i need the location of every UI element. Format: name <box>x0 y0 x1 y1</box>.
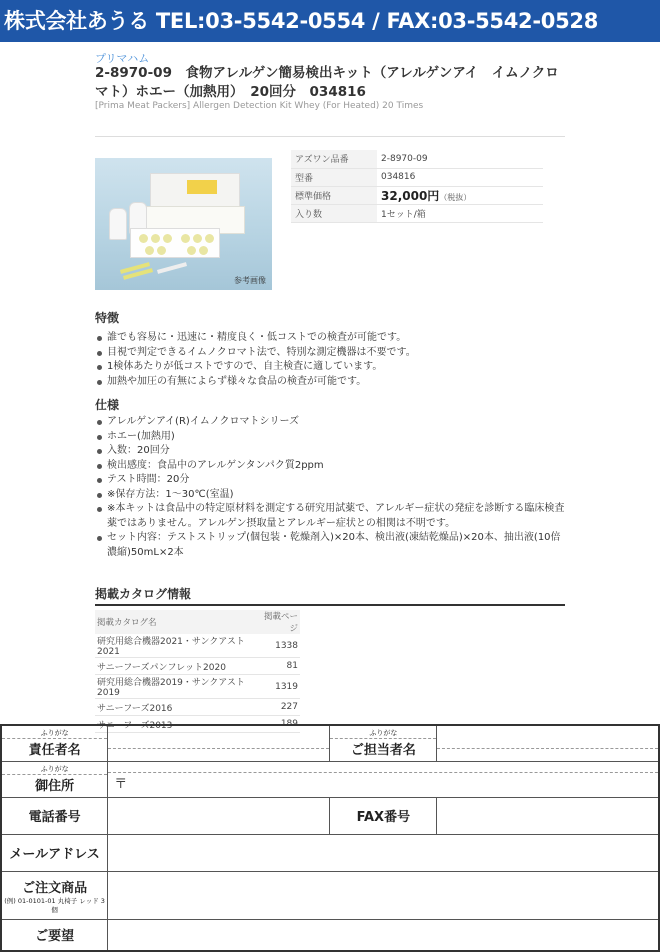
product-photo <box>95 158 272 290</box>
catalog-page: 1319 <box>256 675 300 699</box>
request-label: ご要望 <box>1 919 108 951</box>
fax-label: FAX番号 <box>330 797 437 834</box>
form-row-request <box>1 919 659 951</box>
spec-row <box>291 168 543 186</box>
list-item: アレルゲンアイ(R)イムノクロマトシリーズ <box>95 415 565 430</box>
col-catalog-name: 掲載カタログ名 <box>95 610 256 634</box>
phone-label: 電話番号 <box>1 797 108 834</box>
order-form <box>0 724 660 952</box>
price-value: 32,000円 <box>381 188 440 203</box>
form-row-phone <box>1 797 659 834</box>
tube <box>139 234 148 243</box>
specs-list <box>95 415 565 560</box>
catalog-header-row <box>95 610 300 634</box>
photo-note: 参考画像 <box>234 276 266 285</box>
maker-link[interactable]: プリマハム <box>95 52 150 65</box>
address-furigana-field[interactable] <box>108 762 658 773</box>
order-label-cell <box>1 871 108 919</box>
specs-heading: 仕様 <box>95 398 120 412</box>
list-item: ※保存方法：1～30℃(室温) <box>95 488 565 503</box>
contact-field[interactable] <box>437 725 659 761</box>
table-row <box>95 658 300 675</box>
email-label: メールアドレス <box>1 834 108 871</box>
catalog-name: サニーフーズパンフレット2020 <box>95 658 256 675</box>
table-row <box>95 699 300 716</box>
spec-row <box>291 204 543 222</box>
tube <box>187 246 196 255</box>
furigana-label: ふりがな <box>330 728 436 739</box>
form-row-order <box>1 871 659 919</box>
catalog-name: サニーフーズ2016 <box>95 699 256 716</box>
col-catalog-page: 掲載ページ <box>256 610 300 634</box>
catalog-name: 研究用総合機器2019・サンクアスト2019 <box>95 675 256 699</box>
spec-key: 標準価格 <box>291 186 377 204</box>
spec-value: 1セット/箱 <box>377 204 543 222</box>
form-row-email <box>1 834 659 871</box>
name-furigana-field[interactable] <box>108 738 329 749</box>
tube <box>145 246 154 255</box>
product-subtitle: [Prima Meat Packers] Allergen Detection Kit Whey (For Heated) 20 Times <box>95 101 424 111</box>
form-row-name <box>1 725 659 761</box>
test-strip <box>157 262 187 274</box>
contact-furigana-field[interactable] <box>437 738 658 749</box>
features-list <box>95 331 565 389</box>
list-item: 目視で判定できるイムノクロマト法で、特別な測定機器は不要です。 <box>95 346 565 361</box>
catalog-name: サニーフーズ2013 <box>95 716 256 733</box>
address-label: 御住所 <box>35 779 75 794</box>
tax-note: （税抜） <box>439 192 472 202</box>
catalog-rule <box>95 604 565 606</box>
list-item: 誰でも容易に・迅速に・精度良く・低コストでの検査が可能です。 <box>95 331 565 346</box>
catalog-heading: 掲載カタログ情報 <box>95 587 192 601</box>
name-label-cell <box>1 725 108 761</box>
postal-mark: 〒 <box>114 776 128 792</box>
price-cell <box>377 186 543 204</box>
spec-value: 034816 <box>377 168 543 186</box>
contact-label-cell <box>330 725 437 761</box>
list-item: 入数：20回分 <box>95 444 565 459</box>
tube <box>205 234 214 243</box>
list-item: テスト時間：20分 <box>95 473 565 488</box>
spec-row <box>291 150 543 168</box>
list-item: 検出感度：食品中のアレルゲンタンパク質2ppm <box>95 459 565 474</box>
fax-field[interactable] <box>437 797 659 834</box>
catalog-page: 189 <box>256 716 300 733</box>
address-field[interactable] <box>108 761 659 797</box>
address-label-cell <box>1 761 108 797</box>
spec-key: 型番 <box>291 168 377 186</box>
phone-field[interactable] <box>108 797 330 834</box>
name-label: 責任者名 <box>28 743 81 759</box>
tube <box>199 246 208 255</box>
request-field[interactable] <box>108 919 659 951</box>
table-row <box>95 675 300 699</box>
catalog-page: 227 <box>256 699 300 716</box>
tube <box>151 234 160 243</box>
product-title: 2-8970-09 食物アレルゲン簡易検出キット（アレルゲンアイ イムノクロマト）ホエー（加熱用） 20回分 034816 <box>95 65 559 100</box>
tube <box>157 246 166 255</box>
tube <box>181 234 190 243</box>
order-label: ご注文商品 <box>22 880 88 896</box>
spec-row <box>291 186 543 204</box>
tube <box>163 234 172 243</box>
table-row <box>95 634 300 658</box>
catalog-table <box>95 610 300 733</box>
list-item: 加熱や加圧の有無によらず様々な食品の検査が可能です。 <box>95 375 565 390</box>
catalog-name: 研究用総合機器2021・サンクアスト2021 <box>95 634 256 658</box>
list-item: ホエー(加熱用) <box>95 430 565 445</box>
divider <box>95 136 565 137</box>
order-example: (例) 01-0101-01 丸椅子 レッド 3個 <box>4 896 105 914</box>
contact-label: ご担当者名 <box>350 743 416 759</box>
tube <box>193 234 202 243</box>
spec-table <box>291 150 543 223</box>
spec-value: 2-8970-09 <box>377 150 543 168</box>
list-item: ※本キットは食品中の特定原材料を測定する研究用試薬で、アレルギー症状の発症を診断する臨床検査薬ではありません。アレルゲン摂取量とアレルギー症状との相関は不明です。 <box>95 502 565 531</box>
list-item: セット内容：テストストリップ(個包装・乾燥剤入)×20本、検出液(凍結乾燥品)×20本、抽出液(10倍濃縮)50mL×2本 <box>95 531 565 560</box>
contact-banner: 株式会社あうる TEL:03-5542-0554 / FAX:03-5542-0528 <box>0 0 660 42</box>
furigana-label: ふりがな <box>2 764 107 775</box>
spec-key: 入り数 <box>291 204 377 222</box>
features-heading: 特徴 <box>95 311 120 325</box>
furigana-label: ふりがな <box>2 728 107 739</box>
catalog-page: 81 <box>256 658 300 675</box>
spec-key: アズワン品番 <box>291 150 377 168</box>
form-row-address <box>1 761 659 797</box>
list-item: 1検体あたりが低コストですので、自主検査に適しています。 <box>95 360 565 375</box>
kit-label <box>187 180 217 194</box>
bottle <box>109 208 127 240</box>
order-field[interactable] <box>108 871 659 919</box>
catalog-page: 1338 <box>256 634 300 658</box>
name-field[interactable] <box>108 725 330 761</box>
email-field[interactable] <box>108 834 659 871</box>
